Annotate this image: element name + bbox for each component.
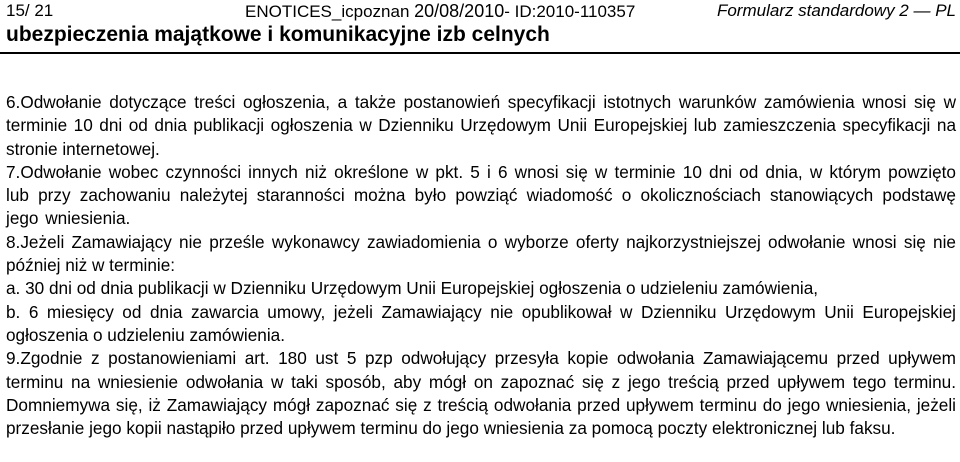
doc-date: 20/08/2010	[414, 1, 505, 21]
document-id	[245, 0, 635, 23]
header-divider	[0, 52, 960, 54]
page-header	[6, 0, 956, 22]
paragraph-8: 8.Jeżeli Zamawiający nie prześle wykonawcy zawiadomienia o wyborze oferty najkorzystniejszej odwołanie wnosi się nie później niż w terminie:	[6, 231, 956, 276]
page-number: 15/ 21	[6, 1, 54, 20]
doc-suffix: - ID:2010-110357	[504, 2, 636, 21]
paragraph-6: 6.Odwołanie dotyczące treści ogłoszenia, a także postanowień specyfikacji istotnych warunków zamówienia wnosi się w terminie 10 dni od dnia publikacji ogłoszenia w Dzienniku Urzędowym Unii Europejskiej lub zamieszczenia specyfikacji na stronie internetowej.	[6, 92, 956, 159]
document-title: ubezpieczenia majątkowe i komunikacyjne izb celnych	[6, 23, 550, 46]
paragraph-8a: a. 30 dni od dnia publikacji w Dzienniku Urzędowym Unii Europejskiej ogłoszenia o udzieleniu zamówienia,	[6, 278, 819, 299]
document-body	[6, 91, 956, 440]
doc-prefix: ENOTICES_icpoznan	[245, 2, 415, 21]
form-standard-label: Formularz standardowy 2 — PL	[716, 1, 956, 20]
paragraph-9: 9.Zgodnie z postanowieniami art. 180 ust 5 pzp odwołujący przesyła kopie odwołania Zamawiającemu przed upływem terminu na wniesienie odwołania w taki sposób, aby mógł on zapoznać się z jego treścią przed upływem tego terminu. Domniemywa się, iż Zamawiający mógł zapoznać się z treścią odwołania przed upływem terminu do jego wniesienia, jeżeli przesłanie jego kopii nastąpiło przed upływem terminu do jego wniesienia za pomocą poczty elektronicznej lub faksu.	[6, 348, 956, 439]
paragraph-7: 7.Odwołanie wobec czynności innych niż określone w pkt. 5 i 6 wnosi się w terminie 10 dni od dnia, w którym powzięto lub przy zachowaniu należytej staranności można było powziąć wiadomość o okolicznościach stanowiących podstawę jego wniesienia.	[6, 161, 956, 229]
paragraph-8b: b. 6 miesięcy od dnia zawarcia umowy, jeżeli Zamawiający nie opublikował w Dzienniku Urzędowym Unii Europejskiej ogłoszenia o udzieleniu zamówienia.	[6, 301, 956, 345]
